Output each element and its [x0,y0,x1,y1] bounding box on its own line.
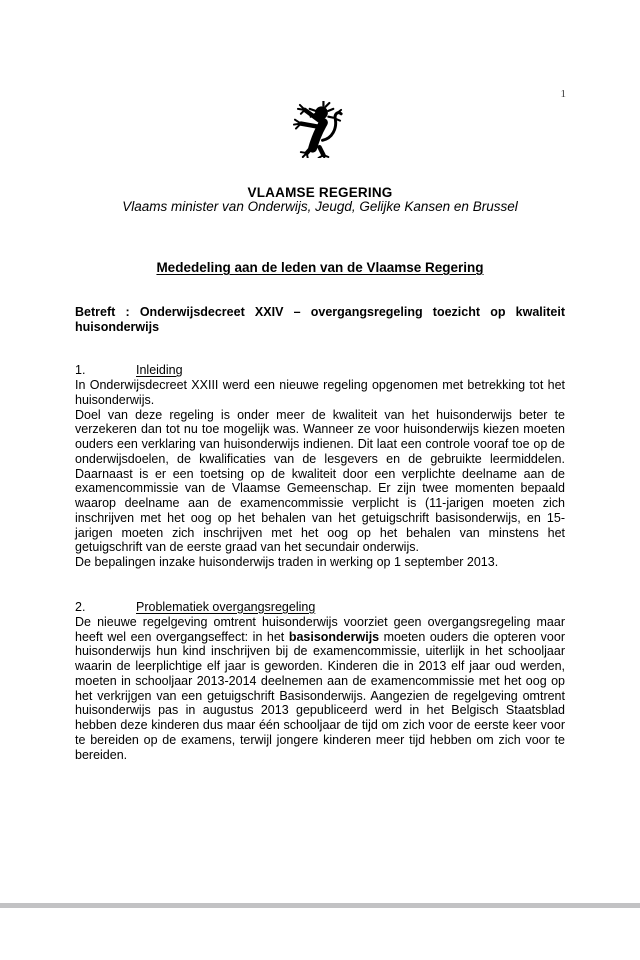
section-heading-2 [75,600,565,615]
document-title: Mededeling aan de leden van de Vlaamse Regering [156,260,484,275]
paragraph: De nieuwe regelgeving omtrent huisonderwijs voorziet geen overgangsregeling maar heeft wel een overgangseffect: in het basisonderwijs moeten ouders die opteren voor huisonderwijs hun kind inschrijven bij de examencommissie, uiterlijk in het schooljaar waarin de leerplichtige elf jaar is geworden. Kinderen die in 2013 elf jaar oud werden, moeten in schooljaar 2013-2014 deelnemen aan de examencommissie met het oog op het verkrijgen van een getuigschrift Basisonderwijs. Aangezien de regelgeving omtrent huisonderwijs pas in augustus 2013 gepubliceerd werd in het Belgisch Staatsblad hebben deze kinderen dus maar één schooljaar de tijd om zich voor de eerste keer voor te bereiden op de examens, terwijl jongere kinderen meer tijd hebben om zich voor te bereiden. [75,614,566,762]
paragraph: De bepalingen inzake huisonderwijs traden in werking op 1 september 2013. [75,555,499,569]
section-number: 2. [75,599,86,614]
document-body [0,260,640,762]
letterhead [0,0,640,214]
subject-line: Betreft : Onderwijsdecreet XXIV – overgangsregeling toezicht op kwaliteit huisonderwijs [75,305,565,334]
section-title: Inleiding [136,363,183,377]
paragraph: Doel van deze regeling is onder meer de kwaliteit van het huisonderwijs beter te verzekeren dan tot nu toe mogelijk was. Wanneer ze voor huisonderwijs kiezen moeten ouders een verklaring van huisonderwijs indienen. Dit laat een controle vooraf toe op de onderwijsdoelen, de kwalificaties van de lesgevers en de gebruikte leermiddelen. Daarnaast is er een toetsing op de kwaliteit door een verplichte deelname aan de examencommissie van de Vlaamse Gemeenschap. Er zijn twee momenten bepaald waarop deelname aan de examencommissie verplicht is (11-jarigen moeten zich inschrijven met het oog op het behalen van het getuigschrift basisonderwijs, en 15-jarigen moeten zich inschrijven met het oog op het behalen van minstens het getuigschrift van de eerste graad van het secundair onderwijs. [75,407,565,555]
section-number: 1. [75,363,86,377]
page-separator [0,903,640,908]
section-heading-1 [75,363,565,378]
government-title: VLAAMSE REGERING [247,185,393,200]
flemish-lion-logo [0,101,640,158]
paragraph: In Onderwijsdecreet XXIII werd een nieuwe regeling opgenomen met betrekking tot het huisonderwijs. [75,378,565,407]
page-number: 1 [560,88,566,100]
minister-subtitle: Vlaams minister van Onderwijs, Jeugd, Gelijke Kansen en Brussel [122,199,518,214]
section-title: Problematiek overgangsregeling [136,599,316,614]
